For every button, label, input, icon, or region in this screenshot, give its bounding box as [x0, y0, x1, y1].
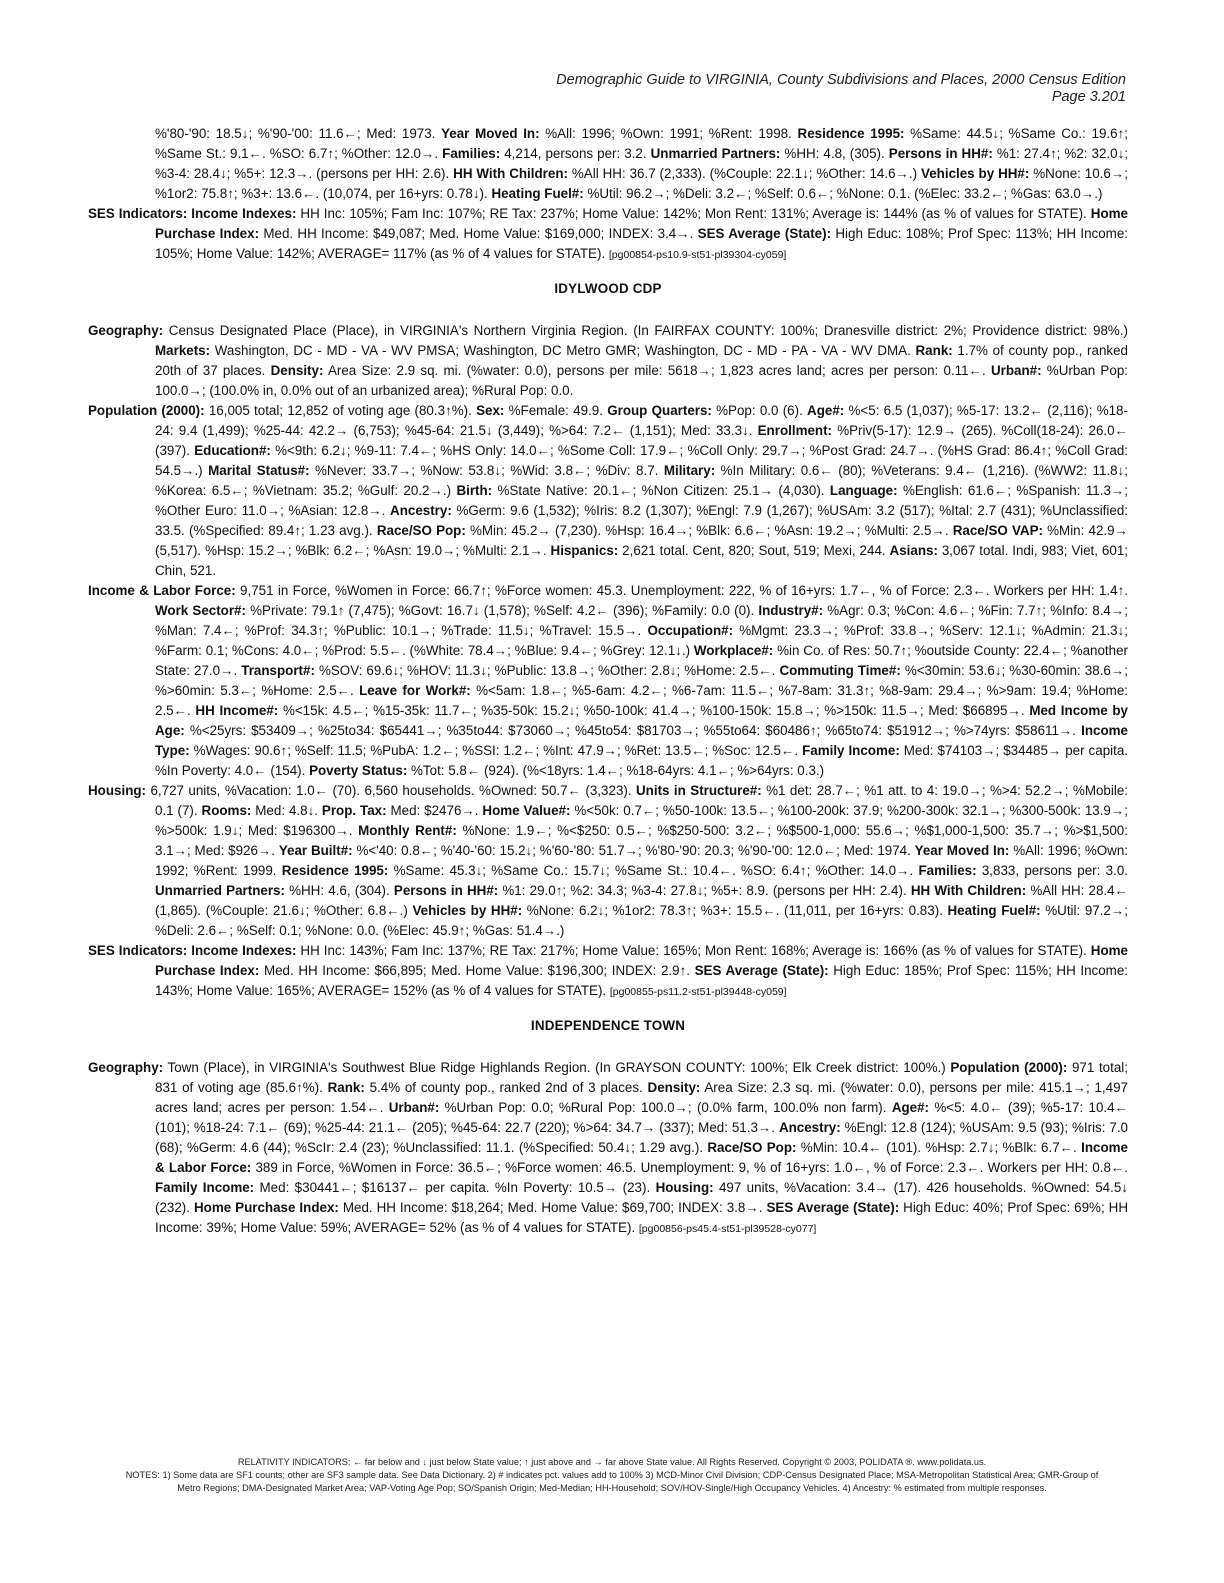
ses-indicators-paragraph: SES Indicators: Income Indexes: HH Inc: 105%; Fam Inc: 107%; RE Tax: 237%; Home Value: 142%; Mon Rent: 131%; Average is: 144% (as % of values for STATE). Home Purchase Index: Med. HH Income: $49,087; Med. Home Value: $169,000; INDEX: 3.4→. SES Average (State): High Educ: 108%; Prof Spec: 113%; HH Income: 105%; Home Value: 142%; AVERAGE= 117% (as % of 4 values for STATE). [pg00854-ps10.9-st51-pl39304-cy059] — [88, 206, 1128, 261]
record-reference: [pg00855-ps11.2-st51-pl39448-cy059] — [609, 986, 787, 998]
footer-relativity-line: RELATIVITY INDICATORS: ← far below and ↓ just below State value; ↑ just above and → far above State value. All Rights Reserved. Copyright © 2003, POLIDATA ®. www.polidata.us. — [237, 1457, 987, 1467]
housing-paragraph: Housing: 6,727 units, %Vacation: 1.0← (70). 6,560 households. %Owned: 50.7← (3,323). Units in Structure#: %1 det: 28.7←; %1 att. to 4: 19.0→; %>4: 52.2→; %Mobile: 0.1 (7). Rooms: Med: 4.8↓. Prop. Tax: Med: $2476→. Home Value#: %<50k: 0.7←; %50-100k: 13.5←; %100-200k: 37.9; %200-300k: 32.1→; %300-500k: 13.9→; %>500k: 1.9↓; Med: $196300→. Monthly Rent#: %None: 1.9←; %<$250: 0.5←; %$250-500: 3.2←; %$500-1,000: 55.6→; %$1,000-1,500: 35.7→; %>$1,500: 3.1→; Med: $926→. Year Built#: %<'40: 0.8←; %'40-'60: 15.2↓; %'60-'80: 51.7→; %'80-'90: 20.3; %'90-'00: 12.0←; Med: 1974. Year Moved In: %All: 1996; %Own: 1992; %Rent: 1999. Residence 1995: %Same: 45.3↓; %Same Co.: 15.7↓; %Same St.: 10.4←. %SO: 6.4↑; %Other: 14.0→. Families: 3,833, persons per: 3.0. Unmarried Partners: %HH: 4.6, (304). Persons in HH#: %1: 29.0↑; %2: 34.3; %3-4: 27.8↓; %5+: 8.9. (persons per HH: 2.4). HH With Children: %All HH: 28.4← (1,865). (%Couple: 21.6↓; %Other: 6.8←.) Vehicles by HH#: %None: 6.2↓; %1or2: 78.3↑; %3+: 15.5←. (11,011, per 16+yrs: 0.83). Heating Fuel#: %Util: 97.2→; %Deli: 2.6←; %Self: 0.1; %None: 0.0. (%Elec: 45.9↑; %Gas: 51.4→.) — [88, 783, 1128, 938]
page-number: Page 3.201 — [1051, 89, 1126, 105]
page-content — [88, 124, 1128, 1239]
population-paragraph: Population (2000): 16,005 total; 12,852 of voting age (80.3↑%). Sex: %Female: 49.9. Group Quarters: %Pop: 0.0 (6). Age#: %<5: 6.5 (1,037); %5-17: 13.2← (2,116); %18-24: 9.4 (1,499); %25-44: 42.2→ (6,753); %45-64: 21.5↓ (3,449); %>64: 7.2← (1,151); Med: 33.3↓. Enrollment: %Priv(5-17): 12.9→ (265). %Coll(18-24): 26.0← (397). Education#: %<9th: 6.2↓; %9-11: 7.4←; %HS Only: 14.0←; %Some Coll: 17.9←; %Coll Only: 29.7→; %Post Grad: 24.7→. (%HS Grad: 86.4↑; %Coll Grad: 54.5→.) Marital Status#: %Never: 33.7→; %Now: 53.8↓; %Wid: 3.8←; %Div: 8.7. Military: %In Military: 0.6← (80); %Veterans: 9.4← (1,216). (%WW2: 11.8↓; %Korea: 6.5←; %Vietnam: 35.2; %Gulf: 20.2→.) Birth: %State Native: 20.1←; %Non Citizen: 25.1→ (4,030). Language: %English: 61.6←; %Spanish: 11.3→; %Other Euro: 11.0→; %Asian: 12.8→. Ancestry: %Germ: 9.6 (1,532); %Iris: 8.2 (1,307); %Engl: 7.9 (1,267); %USAm: 3.2 (517); %Ital: 2.7 (431); %Unclassified: 33.5. (%Specified: 89.4↑; 1.23 avg.). Race/SO Pop: %Min: 45.2→ (7,230). %Hsp: 16.4→; %Blk: 6.6←; %Asn: 19.2→; %Multi: 2.5→. Race/SO VAP: %Min: 42.9→ (5,517). %Hsp: 15.2→; %Blk: 6.2←; %Asn: 19.0→; %Multi: 2.1→. Hispanics: 2,621 total. Cent, 820; Sout, 519; Mexi, 244. Asians: 3,067 total. Indi, 983; Viet, 601; Chin, 521. — [88, 403, 1129, 578]
footer-notes-line: NOTES: 1) Some data are SF1 counts; other are SF3 sample data. See Data Dictionary. 2) # indicates pct. values add to 100% 3) MCD-Minor Civil Division; CDP-Census Designated Place; MSA-Metropolitan Statistical Area; GMR-Group of — [125, 1470, 1099, 1480]
income-labor-paragraph: Income & Labor Force: 9,751 in Force, %Women in Force: 66.7↑; %Force women: 45.3. Unemployment: 222, % of 16+yrs: 1.7←, % of Force: 2.3←. Workers per HH: 1.4↑. Work Sector#: %Private: 79.1↑ (7,475); %Govt: 16.7↓ (1,578); %Self: 4.2← (396); %Family: 0.0 (0). Industry#: %Agr: 0.3; %Con: 4.6←; %Fin: 7.7↑; %Info: 8.4→; %Man: 7.4←; %Prof: 34.3↑; %Public: 10.1→; %Trade: 11.5↓; %Travel: 15.5→. Occupation#: %Mgmt: 23.3→; %Prof: 33.8→; %Serv: 12.1↓; %Admin: 21.3↓; %Farm: 0.1; %Cons: 4.0←; %Prod: 5.5←. (%White: 78.4→; %Blue: 9.4←; %Grey: 12.1↓.) Workplace#: %in Co. of Res: 50.7↑; %outside County: 22.4←; %another State: 27.0→. Transport#: %SOV: 69.6↓; %HOV: 11.3↓; %Public: 13.8→; %Other: 2.8↓; %Home: 2.5←. Commuting Time#: %<30min: 53.6↓; %30-60min: 38.6→; %>60min: 5.3←; %Home: 2.5←. Leave for Work#: %<5am: 1.8←; %5-6am: 4.2←; %6-7am: 11.5←; %7-8am: 31.3↑; %8-9am: 29.4→; %>9am: 19.4; %Home: 2.5←. HH Income#: %<15k: 4.5←; %15-35k: 11.7←; %35-50k: 15.2↓; %50-100k: 41.4→; %100-150k: 15.8→; %>150k: 11.5→; Med: $66895→. Med Income by Age: %<25yrs: $53409→; %25to34: $65441→; %35to44: $73060→; %45to54: $81703→; %55to64: $60486↑; %65to74: $51912→; %>74yrs: $58611→. Income Type: %Wages: 90.6↑; %Self: 11.5; %PubA: 1.2←; %SSI: 1.2←; %Int: 47.9→; %Ret: 13.5←; %Soc: 12.5←. Family Income: Med: $74103→; $34485→ per capita. %In Poverty: 4.0← (154). Poverty Status: %Tot: 5.8← (924). (%<18yrs: 1.4←; %18-64yrs: 4.1←; %>64yrs: 0.3.) — [88, 583, 1128, 778]
page-header — [556, 72, 1126, 106]
record-reference: [pg00854-ps10.9-st51-pl39304-cy059] — [608, 249, 787, 261]
page-footer — [90, 1456, 1134, 1495]
continued-housing-paragraph: %'80-'90: 18.5↓; %'90-'00: 11.6←; Med: 1973. Year Moved In: %All: 1996; %Own: 1991; %Rent: 1998. Residence 1995: %Same: 44.5↓; %Same Co.: 19.6↑; %Same St.: 9.1←. %SO: 6.7↑; %Other: 12.0→. Families: 4,214, persons per: 3.2. Unmarried Partners: %HH: 4.8, (305). Persons in HH#: %1: 27.4↑; %2: 32.0↓; %3-4: 28.4↓; %5+: 12.3→. (persons per HH: 2.6). HH With Children: %All HH: 36.7 (2,333). (%Couple: 22.1↓; %Other: 14.6→.) Vehicles by HH#: %None: 10.6→; %1or2: 75.8↑; %3+: 13.6←. (10,074, per 16+yrs: 0.78↓). Heating Fuel#: %Util: 96.2→; %Deli: 3.2←; %Self: 0.6←; %None: 0.1. (%Elec: 33.2←; %Gas: 63.0→.) — [155, 126, 1128, 201]
footer-notes-line: Metro Regions; DMA-Designated Market Area; VAP-Voting Age Pop; SO/Spanish Origin; Med-Median; HH-Household; SOV/HOV-Single/High Occupancy Vehicles. 4) Ancestry: % estimated from multiple responses. — [177, 1483, 1047, 1493]
geography-paragraph: Geography: Census Designated Place (Place), in VIRGINIA's Northern Virginia Region. (In FAIRFAX COUNTY: 100%; Dranesville district: 2%; Providence district: 98%.) Markets: Washington, DC - MD - VA - WV PMSA; Washington, DC Metro GMR; Washington, DC - MD - PA - VA - WV DMA. Rank: 1.7% of county pop., ranked 20th of 37 places. Density: Area Size: 2.9 sq. mi. (%water: 0.0), persons per mile: 5618→; 1,823 acres land; acres per person: 0.11←. Urban#: %Urban Pop: 100.0→; (100.0% in, 0.0% out of an urbanized area); %Rural Pop: 0.0. — [88, 323, 1128, 398]
geography-paragraph: Geography: Town (Place), in VIRGINIA's Southwest Blue Ridge Highlands Region. (In GRAYSON COUNTY: 100%; Elk Creek district: 100%.) Population (2000): 971 total; 831 of voting age (85.6↑%). Rank: 5.4% of county pop., ranked 2nd of 3 places. Density: Area Size: 2.3 sq. mi. (%water: 0.0), persons per mile: 415.1→; 1,497 acres land; acres per person: 1.54←. Urban#: %Urban Pop: 0.0; %Rural Pop: 100.0→; (0.0% farm, 100.0% non farm). Age#: %<5: 4.0← (39); %5-17: 10.4← (101); %18-24: 7.1← (69); %25-44: 21.1← (205); %45-64: 22.7 (220); %>64: 34.7→ (337); Med: 51.3→. Ancestry: %Engl: 12.8 (124); %USAm: 9.5 (93); %Iris: 7.0 (68); %Germ: 4.6 (44); %ScIr: 2.4 (23); %Unclassified: 11.1. (%Specified: 50.4↓; 1.29 avg.). Race/SO Pop: %Min: 10.4← (101). %Hsp: 2.7↓; %Blk: 6.7←. Income & Labor Force: 389 in Force, %Women in Force: 36.5←; %Force women: 46.5. Unemployment: 9, % of 16+yrs: 1.0←, % of Force: 2.3←. Workers per HH: 0.8←. Family Income: Med: $30441←; $16137← per capita. %In Poverty: 10.5→ (23). Housing: 497 units, %Vacation: 3.4→ (17). 426 households. %Owned: 54.5↓ (232). Home Purchase Index: Med. HH Income: $18,264; Med. Home Value: $69,700; INDEX: 3.8→. SES Average (State): High Educ: 40%; Prof Spec: 69%; HH Income: 39%; Home Value: 59%; AVERAGE= 52% (as % of 4 values for STATE). [pg00856-ps45.4-st51-pl39528-cy077] — [88, 1060, 1129, 1235]
ses-indicators-paragraph: SES Indicators: Income Indexes: HH Inc: 143%; Fam Inc: 137%; RE Tax: 217%; Home Value: 165%; Mon Rent: 168%; Average is: 166% (as % of values for STATE). Home Purchase Index: Med. HH Income: $66,895; Med. Home Value: $196,300; INDEX: 2.9↑. SES Average (State): High Educ: 185%; Prof Spec: 115%; HH Income: 143%; Home Value: 165%; AVERAGE= 152% (as % of 4 values for STATE). [pg00855-ps11.2-st51-pl39448-cy059] — [88, 943, 1128, 998]
document-title: Demographic Guide to VIRGINIA, County Subdivisions and Places, 2000 Census Edition — [556, 72, 1126, 88]
record-reference: [pg00856-ps45.4-st51-pl39528-cy077] — [638, 1223, 817, 1235]
section-title-idylwood: IDYLWOOD CDP — [554, 281, 662, 296]
section-title-independence: INDEPENDENCE TOWN — [530, 1018, 686, 1033]
